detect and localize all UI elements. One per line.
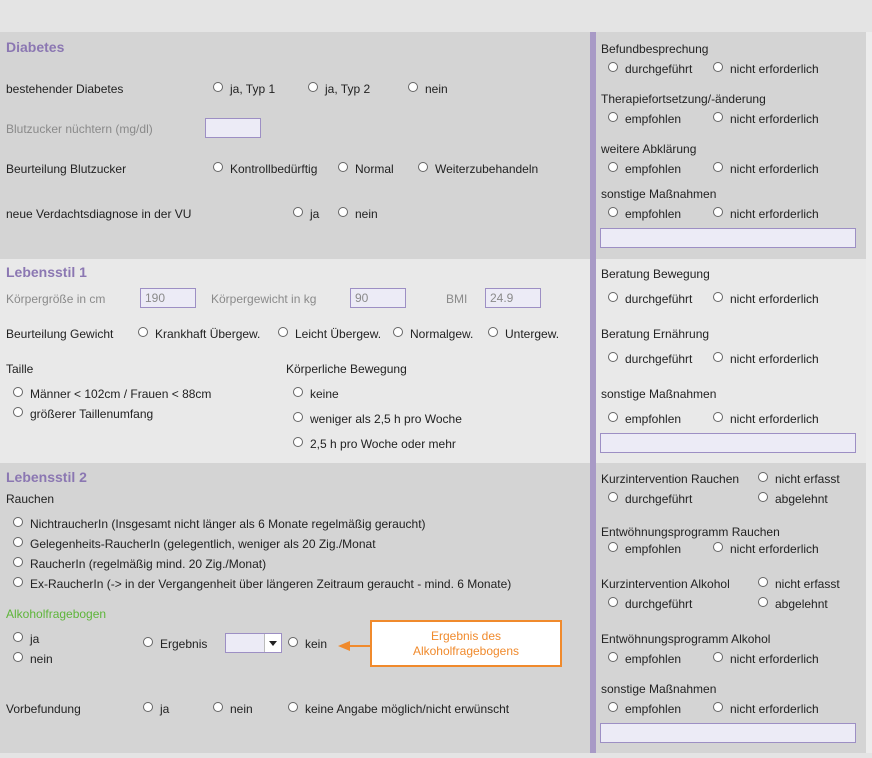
bmi-label: BMI: [446, 292, 468, 306]
section-title-lebensstil1: Lebensstil 1: [6, 264, 87, 280]
radio-label: keine: [310, 387, 339, 401]
blutzucker-label: Blutzucker nüchtern (mg/dl): [6, 122, 153, 136]
bmi-input[interactable]: 24.9: [485, 288, 541, 308]
radio-label: nicht erforderlich: [730, 112, 819, 126]
radio-krankhaft-uebergew[interactable]: [138, 327, 148, 337]
radio-label: nicht erforderlich: [730, 702, 819, 716]
radio-sonstige-empfohlen[interactable]: [608, 702, 618, 712]
blutzucker-input[interactable]: [205, 118, 261, 138]
radio-label: nicht erforderlich: [730, 352, 819, 366]
radio-diabetes-typ1[interactable]: [213, 82, 223, 92]
koerperliche-bewegung-label: Körperliche Bewegung: [286, 362, 407, 376]
taille-label: Taille: [6, 362, 34, 376]
radio-kurz-alkohol-abgelehnt[interactable]: [758, 597, 768, 607]
sonstige-massnahmen-label: sonstige Maßnahmen: [601, 187, 717, 201]
koerpergroesse-input[interactable]: 190: [140, 288, 196, 308]
sonstige-massnahmen-label: sonstige Maßnahmen: [601, 387, 717, 401]
radio-entw-alkohol-nicht-erforderlich[interactable]: [713, 652, 723, 662]
section-title-diabetes: Diabetes: [6, 39, 65, 55]
radio-abklaerung-nicht-erforderlich[interactable]: [713, 162, 723, 172]
radio-label: keine Angabe möglich/nicht erwünscht: [305, 702, 510, 716]
alkoholfragebogen-label: Alkoholfragebogen: [6, 607, 107, 621]
radio-label: ja, Typ 1: [230, 82, 276, 96]
beurteilung-blutzucker-label: Beurteilung Blutzucker: [6, 162, 127, 176]
radio-label: nicht erforderlich: [730, 542, 819, 556]
panel-divider: [590, 32, 596, 753]
callout-arrow-line: [350, 645, 370, 647]
radio-label: NichtraucherIn (Insgesamt nicht länger als 6 Monate regelmäßig geraucht): [30, 517, 426, 531]
bestehender-diabetes-label: bestehender Diabetes: [6, 82, 124, 96]
radio-kontrollbeduerftig[interactable]: [213, 162, 223, 172]
radio-label: durchgeführt: [625, 597, 693, 611]
verdachtsdiagnose-label: neue Verdachtsdiagnose in der VU: [6, 207, 192, 221]
radio-label: nicht erforderlich: [730, 207, 819, 221]
radio-label: nicht erfasst: [775, 472, 840, 486]
callout-line1: Ergebnis des: [430, 629, 502, 643]
kurzintervention-alkohol-label: Kurzintervention Alkohol: [601, 577, 730, 591]
radio-label: nicht erforderlich: [730, 652, 819, 666]
radio-sonstige-empfohlen[interactable]: [608, 207, 618, 217]
sonstige-massnahmen-input[interactable]: [600, 433, 856, 453]
radio-normal[interactable]: [338, 162, 348, 172]
section-title-lebensstil2: Lebensstil 2: [6, 469, 87, 485]
radio-kurz-alkohol-nicht-erfasst[interactable]: [758, 577, 768, 587]
radio-verdacht-nein[interactable]: [338, 207, 348, 217]
radio-kurz-alkohol-durchgefuehrt[interactable]: [608, 597, 618, 607]
radio-ernaehrung-nicht-erforderlich[interactable]: [713, 352, 723, 362]
entwoehnung-rauchen-label: Entwöhnungsprogramm Rauchen: [601, 525, 780, 539]
radio-diabetes-typ2[interactable]: [308, 82, 318, 92]
radio-label: nicht erforderlich: [730, 62, 819, 76]
radio-label: empfohlen: [625, 112, 682, 126]
rauchen-label: Rauchen: [6, 492, 55, 506]
radio-kurz-rauchen-abgelehnt[interactable]: [758, 492, 768, 502]
radio-entw-rauchen-empfohlen[interactable]: [608, 542, 618, 552]
chevron-down-icon[interactable]: [264, 634, 281, 652]
radio-sonstige-nicht-erforderlich[interactable]: [713, 207, 723, 217]
radio-label: größerer Taillenumfang: [30, 407, 154, 421]
radio-label: Kontrollbedürftig: [230, 162, 318, 176]
radio-sonstige-nicht-erforderlich[interactable]: [713, 702, 723, 712]
radio-befund-nicht-erforderlich[interactable]: [713, 62, 723, 72]
radio-label: 2,5 h pro Woche oder mehr: [310, 437, 456, 451]
radio-bewegung-durchgefuehrt[interactable]: [608, 292, 618, 302]
callout-arrow-icon: [338, 641, 350, 651]
koerpergewicht-input[interactable]: 90: [350, 288, 406, 308]
radio-label: RaucherIn (regelmäßig mind. 20 Zig./Monat): [30, 557, 267, 571]
radio-bewegung-keine[interactable]: [293, 387, 303, 397]
radio-label: empfohlen: [625, 652, 682, 666]
radio-bewegung-mehr[interactable]: [293, 437, 303, 447]
radio-label: Männer < 102cm / Frauen < 88cm: [30, 387, 212, 401]
befundbesprechung-label: Befundbesprechung: [601, 42, 709, 56]
radio-alkohol-nein[interactable]: [13, 652, 23, 662]
radio-label: Normal: [355, 162, 394, 176]
radio-label: nicht erforderlich: [730, 162, 819, 176]
callout-ergebnis: [370, 620, 562, 667]
radio-vorbefundung-keine-angabe[interactable]: [288, 702, 298, 712]
radio-nichtraucher[interactable]: [13, 517, 23, 527]
radio-label: ja: [310, 207, 320, 221]
radio-label: durchgeführt: [625, 352, 693, 366]
radio-gelegenheitsraucher[interactable]: [13, 537, 23, 547]
radio-label: empfohlen: [625, 162, 682, 176]
radio-label: nein: [355, 207, 378, 221]
radio-label: weniger als 2,5 h pro Woche: [310, 412, 462, 426]
radio-normalgew[interactable]: [393, 327, 403, 337]
sonstige-massnahmen-label: sonstige Maßnahmen: [601, 682, 717, 696]
radio-label: Ergebnis: [160, 637, 208, 651]
radio-bewegung-nicht-erforderlich[interactable]: [713, 292, 723, 302]
radio-label: nicht erforderlich: [730, 292, 819, 306]
radio-entw-rauchen-nicht-erforderlich[interactable]: [713, 542, 723, 552]
therapie-label: Therapiefortsetzung/-änderung: [601, 92, 766, 106]
radio-alkohol-ja[interactable]: [13, 632, 23, 642]
radio-label: nicht erforderlich: [730, 412, 819, 426]
sonstige-massnahmen-input[interactable]: [600, 723, 856, 743]
radio-label: ja: [30, 632, 40, 646]
radio-label: Untergew.: [505, 327, 560, 341]
radio-label: durchgeführt: [625, 62, 693, 76]
radio-label: Ex-RaucherIn (-> in der Vergangenheit über längeren Zeitraum geraucht - mind. 6 Monate): [30, 577, 512, 591]
callout-line2: Alkoholfragebogens: [412, 644, 520, 658]
koerpergroesse-label: Körpergröße in cm: [6, 292, 106, 306]
abklaerung-label: weitere Abklärung: [601, 142, 697, 156]
radio-abklaerung-empfohlen[interactable]: [608, 162, 618, 172]
radio-label: empfohlen: [625, 542, 682, 556]
koerpergewicht-label: Körpergewicht in kg: [211, 292, 317, 306]
radio-label: nein: [425, 82, 448, 96]
radio-label: kein: [305, 637, 328, 651]
radio-label: Gelegenheits-RaucherIn (gelegentlich, weniger als 20 Zig./Monat: [30, 537, 376, 551]
radio-label: empfohlen: [625, 702, 682, 716]
vorbefundung-label: Vorbefundung: [6, 702, 81, 716]
radio-sonstige-nicht-erforderlich[interactable]: [713, 412, 723, 422]
bottom-edge: [0, 753, 872, 758]
radio-label: empfohlen: [625, 412, 682, 426]
radio-label: nein: [30, 652, 53, 666]
radio-label: Weiterzubehandeln: [435, 162, 539, 176]
radio-label: Krankhaft Übergew.: [155, 327, 261, 341]
radio-ergebnis[interactable]: [143, 637, 153, 647]
radio-bewegung-weniger[interactable]: [293, 412, 303, 422]
diabetes-section: [0, 32, 590, 259]
sonstige-massnahmen-input[interactable]: [600, 228, 856, 248]
radio-verdacht-ja[interactable]: [293, 207, 303, 217]
radio-label: nicht erfasst: [775, 577, 840, 591]
beratung-ernaehrung-label: Beratung Ernährung: [601, 327, 710, 341]
radio-label: empfohlen: [625, 207, 682, 221]
beratung-bewegung-label: Beratung Bewegung: [601, 267, 710, 281]
radio-befund-durchgefuehrt[interactable]: [608, 62, 618, 72]
radio-taille-groesser[interactable]: [13, 407, 23, 417]
radio-label: ja, Typ 2: [325, 82, 371, 96]
radio-leicht-uebergew[interactable]: [278, 327, 288, 337]
radio-label: durchgeführt: [625, 492, 693, 506]
radio-diabetes-nein[interactable]: [408, 82, 418, 92]
ergebnis-select[interactable]: [225, 633, 282, 653]
radio-exraucher[interactable]: [13, 577, 23, 587]
radio-sonstige-empfohlen[interactable]: [608, 412, 618, 422]
radio-kurz-rauchen-durchgefuehrt[interactable]: [608, 492, 618, 502]
radio-label: abgelehnt: [775, 597, 828, 611]
radio-label: ja: [160, 702, 170, 716]
beurteilung-gewicht-label: Beurteilung Gewicht: [6, 327, 114, 341]
radio-therapie-nicht-erforderlich[interactable]: [713, 112, 723, 122]
right-edge: [866, 32, 872, 753]
radio-weiterzubehandeln[interactable]: [418, 162, 428, 172]
entwoehnung-alkohol-label: Entwöhnungsprogramm Alkohol: [601, 632, 771, 646]
radio-therapie-empfohlen[interactable]: [608, 112, 618, 122]
radio-label: Leicht Übergew.: [295, 327, 382, 341]
radio-vorbefundung-ja[interactable]: [143, 702, 153, 712]
radio-label: abgelehnt: [775, 492, 828, 506]
radio-label: Normalgew.: [410, 327, 474, 341]
radio-vorbefundung-nein[interactable]: [213, 702, 223, 712]
radio-raucher[interactable]: [13, 557, 23, 567]
radio-entw-alkohol-empfohlen[interactable]: [608, 652, 618, 662]
radio-untergew[interactable]: [488, 327, 498, 337]
radio-taille-normal[interactable]: [13, 387, 23, 397]
top-bar: [0, 0, 872, 32]
kurzintervention-rauchen-label: Kurzintervention Rauchen: [601, 472, 740, 486]
radio-kein[interactable]: [288, 637, 298, 647]
radio-kurz-rauchen-nicht-erfasst[interactable]: [758, 472, 768, 482]
radio-ernaehrung-durchgefuehrt[interactable]: [608, 352, 618, 362]
radio-label: durchgeführt: [625, 292, 693, 306]
radio-label: nein: [230, 702, 253, 716]
